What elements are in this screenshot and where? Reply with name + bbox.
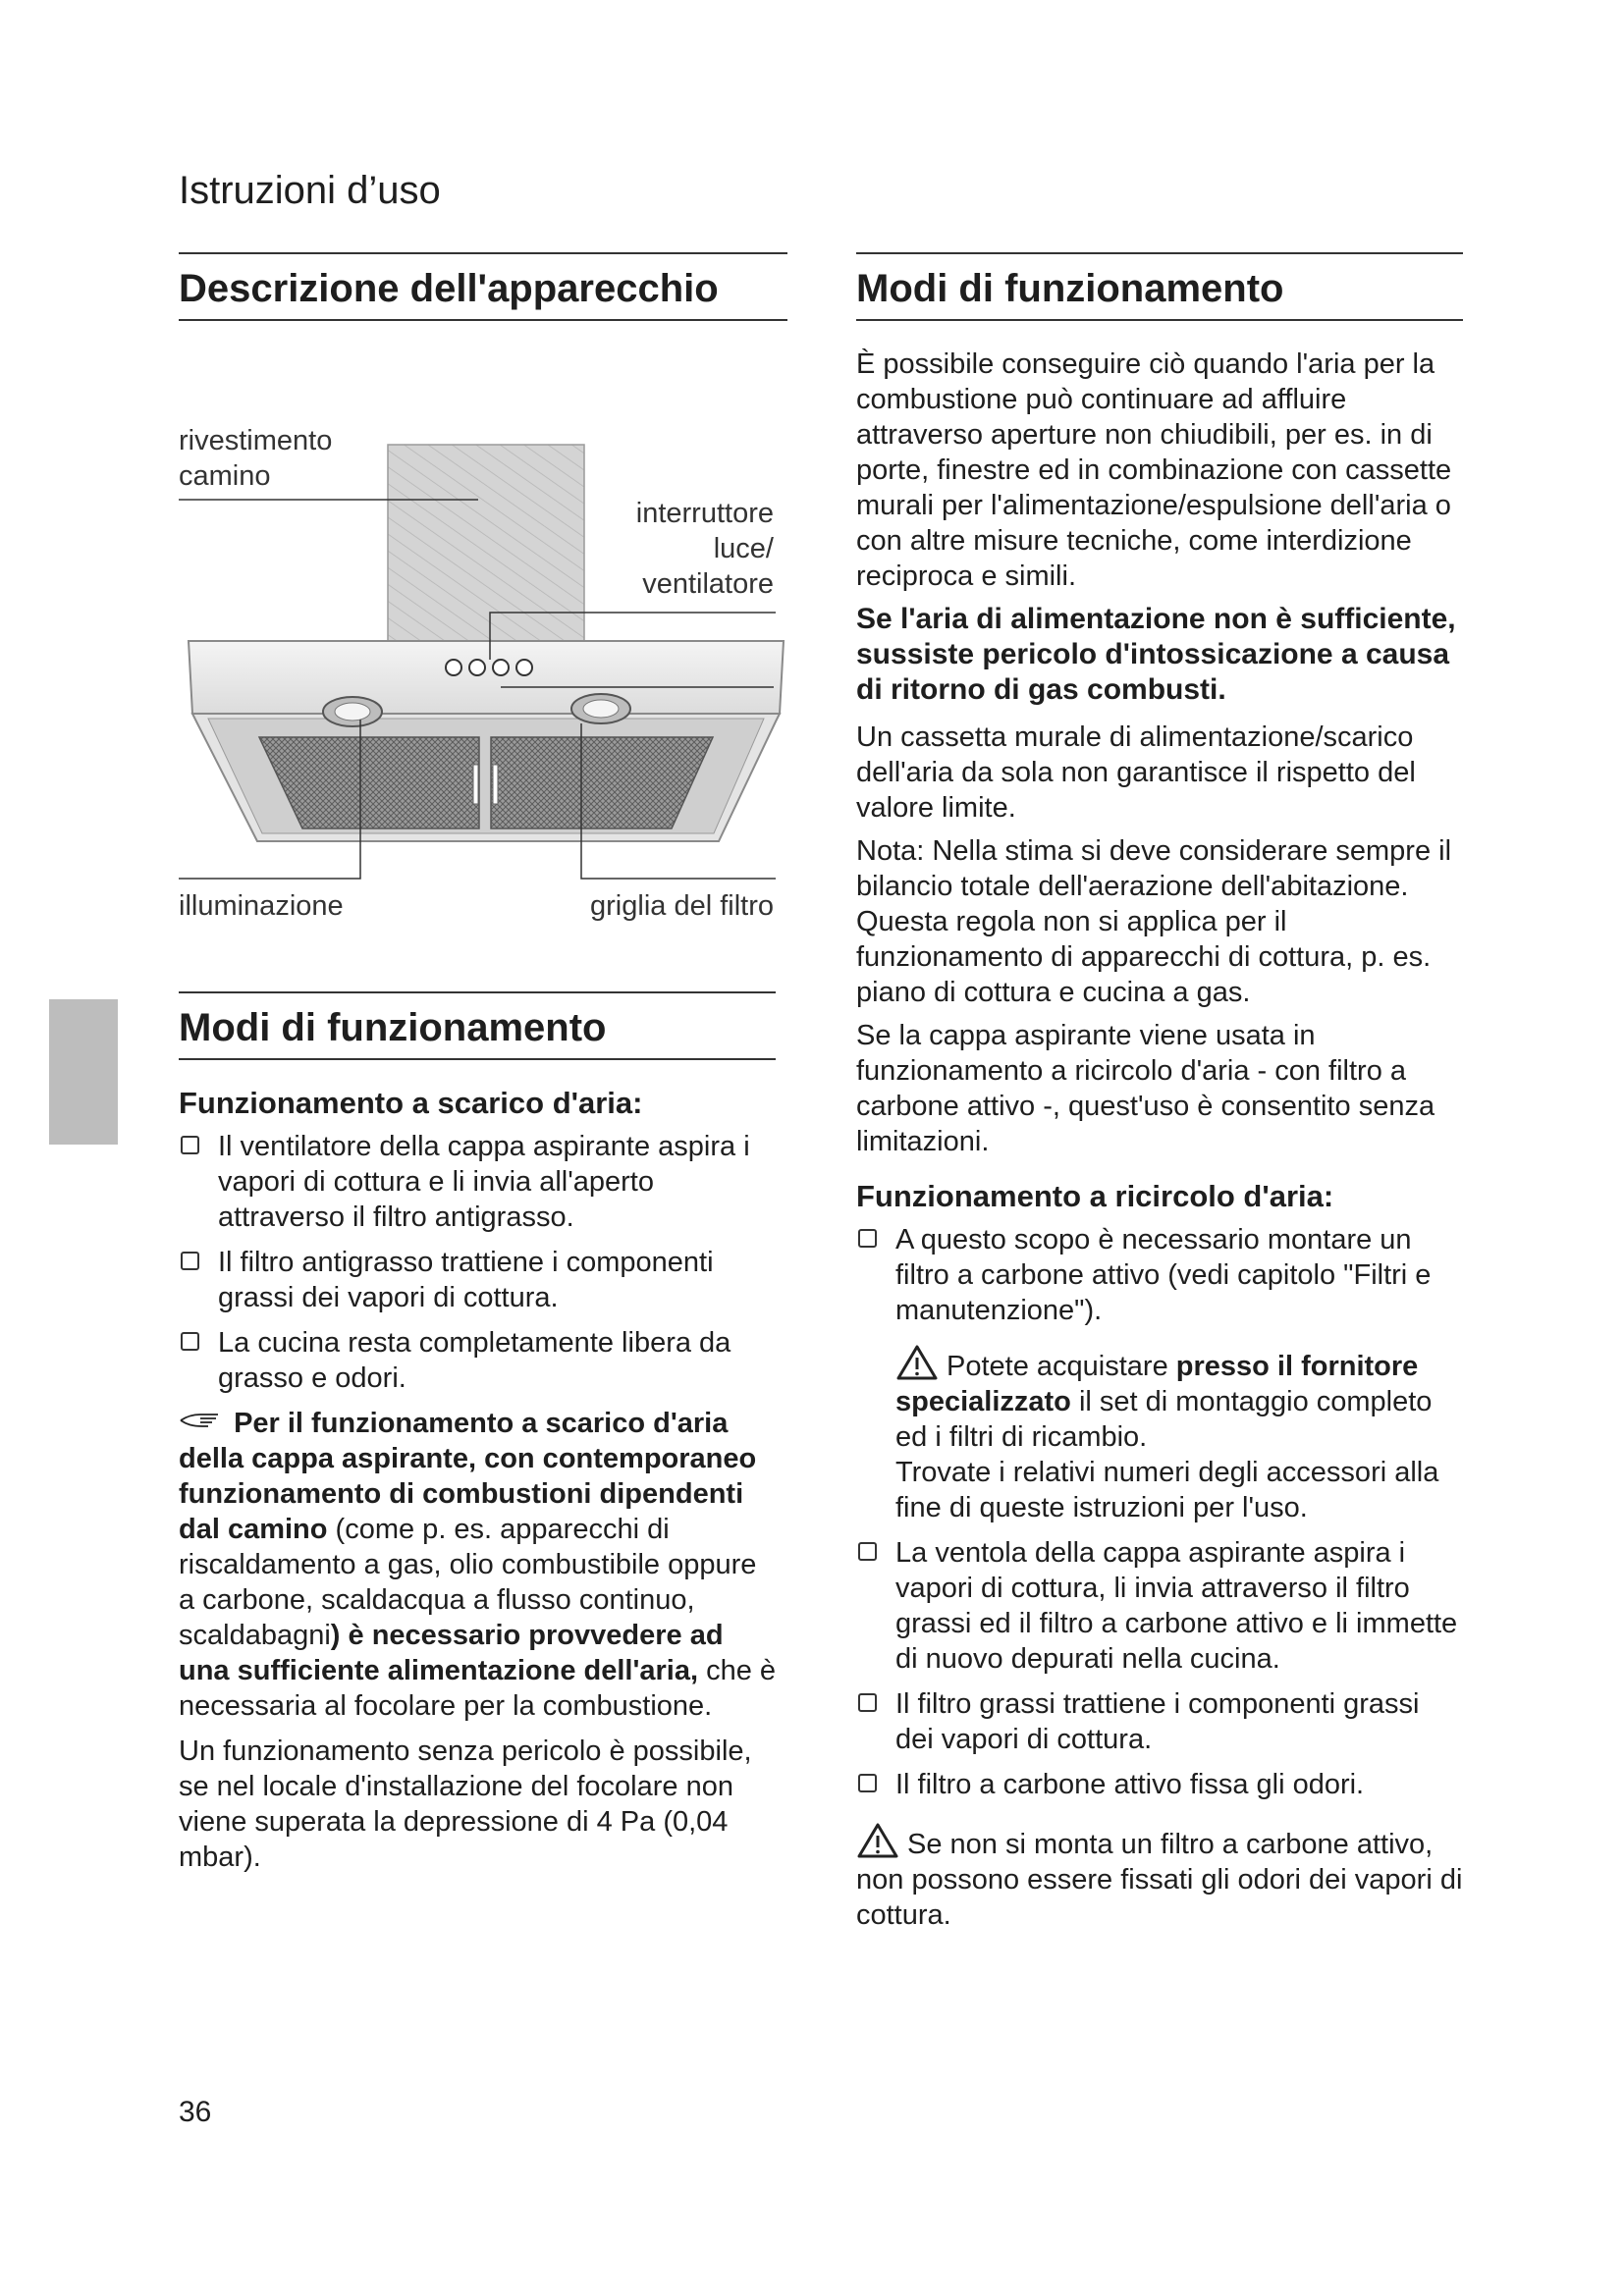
label-switch-line1: interruttore [635,498,774,529]
accessory-note [856,1344,1463,1525]
list-item [856,1767,1463,1802]
section-title-description: Descrizione dell'apparecchio [179,252,787,321]
warning-icon [856,1822,899,1859]
final-warning [856,1822,1463,1933]
hood-diagram [179,321,787,949]
list-item-text: Il filtro grassi trattiene i componenti grassi dei vapori di cottura. [895,1688,1420,1755]
note-text-3: Trovate i relativi numeri degli accessori alla fine di queste istruzioni per l'uso. [895,1457,1439,1523]
note-text-1: (come p. es. apparecchi di riscaldamento a gas, olio combustibile oppure a carbone, scaldacqua a flusso continuo, scaldabagni [179,1514,757,1651]
label-filter-grid: griglia del filtro [590,890,774,922]
checkbox-icon [858,1229,877,1248]
pointing-hand-icon [179,1409,226,1428]
left-column [179,252,787,949]
hood-front-panel [189,641,784,714]
list-item-text: A questo scopo è necessario montare un filtro a carbone attivo (vedi capitolo "Filtri e manutenzione"). [895,1224,1432,1326]
section-title-modes-right: Modi di funzionamento [856,252,1463,321]
note-bold-1: presso il fornitore specializzato [895,1351,1419,1417]
list-item [856,1535,1463,1677]
checkbox-icon [858,1542,877,1561]
recirculation-list-1 [856,1222,1463,1328]
checkbox-icon [181,1136,199,1154]
checkbox-icon [181,1332,199,1351]
chimney-cover [388,445,584,641]
final-warning-text: Se non si monta un filtro a carbone attivo, non possono essere fissati gli odori dei vapori di cottura. [856,1829,1463,1931]
left-lower-content [179,1084,780,1883]
list-item-text: La cucina resta completamente libera da grasso e odori. [218,1327,731,1394]
exhaust-list [179,1129,780,1396]
label-switch-line3: ventilatore [642,568,774,600]
checkbox-icon [181,1252,199,1270]
warning-bold-paragraph: Se l'aria di alimentazione non è sufficiente, sussiste pericolo d'intossicazione a causa di ritorno di gas combusti. [856,603,1456,706]
note-text-1: Potete acquistare [947,1351,1176,1382]
label-chimney-cover [179,423,332,494]
hood-illustration [179,321,787,949]
paragraph-wall-box: Un cassetta murale di alimentazione/scarico dell'aria da sola non garantisce il rispetto del valore limite. [856,721,1416,824]
list-item [179,1245,780,1315]
paragraph-recirculation-ok: Se la cappa aspirante viene usata in funzionamento a ricircolo d'aria - con filtro a carbone attivo -, quest'uso è consentito senza limitazioni. [856,1020,1435,1157]
list-item [856,1686,1463,1757]
checkbox-icon [858,1774,877,1792]
label-chimney-line2: camino [179,460,271,492]
language-tab [49,999,118,1145]
heading-recirculation-mode: Funzionamento a ricircolo d'aria: [856,1179,1334,1213]
paragraph-note: Nota: Nella stima si deve considerare sempre il bilancio totale dell'aerazione dell'abitazione. Questa regola non si applica per il funzionamento di apparecchi di cottura, p. es. piano di cottura e cucina a gas. [856,835,1452,1008]
list-item-text: Il filtro a carbone attivo fissa gli odori. [895,1769,1365,1800]
list-item-text: Il filtro antigrasso trattiene i componenti grassi dei vapori di cottura. [218,1247,714,1313]
note-text-2: il set di montaggio completo ed i filtri di ricambio. [895,1386,1433,1453]
page-number: 36 [179,2096,212,2128]
label-switch [636,496,774,602]
label-switch-line2: luce/ [713,533,774,564]
list-item [856,1222,1463,1328]
label-lighting: illuminazione [179,890,344,922]
list-item [179,1325,780,1396]
heading-exhaust-mode: Funzionamento a scarico d'aria: [179,1086,643,1120]
safe-operation-paragraph: Un funzionamento senza pericolo è possibile, se nel locale d'installazione del focolare non viene superata la depressione di 4 Pa (0,04 mbar). [179,1735,752,1873]
list-item-text: La ventola della cappa aspirante aspira i vapori di cottura, li invia attraverso il filtro grassi ed il filtro a carbone attivo e li immette di nuovo depurati nella cucina. [895,1537,1458,1675]
note-bold-2: ) è necessario provvedere ad una sufficiente alimentazione dell'aria, [179,1620,724,1686]
note-bold-1: Per il funzionamento a scarico d'aria della cappa aspirante, con contemporaneo funzionamento di combustioni dipendenti dal camino [179,1408,757,1545]
note-text-2: che è necessaria al focolare per la combustione. [179,1655,777,1722]
section-title-modes-left: Modi di funzionamento [179,991,776,1060]
recirculation-list-2 [856,1535,1463,1802]
warning-icon [895,1344,939,1381]
list-item-text: Il ventilatore della cappa aspirante aspira i vapori di cottura e li invia all'aperto attraverso il filtro antigrasso. [218,1131,750,1233]
checkbox-icon [858,1693,877,1712]
list-item [179,1129,780,1235]
page-header-title: Istruzioni d’uso [179,169,441,212]
combustion-note [179,1406,780,1724]
paragraph-air-supply: È possibile conseguire ciò quando l'aria per la combustione può continuare ad affluire attraverso aperture non chiudibili, per es. in di porte, finestre ed in combinazione con cassette murali per l'alimentazione/espulsione dell'aria o con altre misure tecniche, come interdizione reciproca e simili. [856,348,1452,592]
label-chimney-line1: rivestimento [179,425,333,456]
right-column [856,252,1463,1941]
